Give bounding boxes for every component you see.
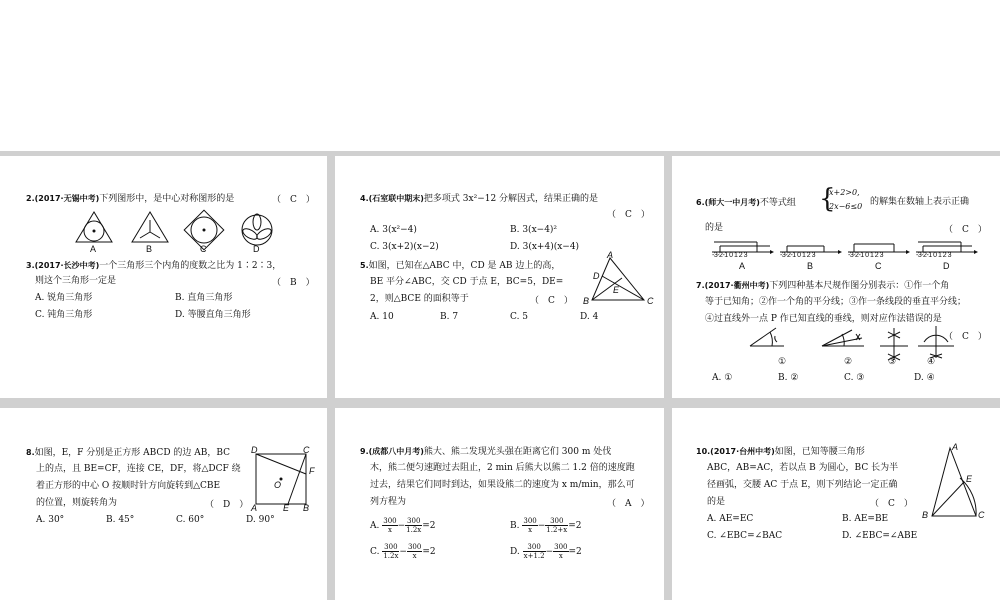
q6-label-b: B bbox=[807, 261, 814, 271]
q5-stem-line3: 2，则△BCE 的面积等于 bbox=[370, 294, 469, 304]
q5-option-a: A. 10 bbox=[370, 312, 394, 322]
q3-stem-line2: 则这个三角形一定是 bbox=[35, 276, 117, 286]
q10-option-a: A. AE=EC bbox=[707, 514, 754, 524]
q5-answer: （ C ） bbox=[530, 296, 573, 306]
q9-option-c: C. $\frac{300}{1.2x}$ − $\frac{300}{x}$ =2 bbox=[370, 543, 436, 560]
q6-ticks-d: -3-2-1 0 1 2 3 bbox=[916, 252, 952, 259]
q8-option-c: C. 60° bbox=[176, 515, 205, 525]
q7-option-c: C. ③ bbox=[844, 373, 865, 383]
q9-answer: （ A ） bbox=[607, 499, 650, 509]
q8-label-b: B bbox=[303, 503, 310, 513]
q8-label-e: E bbox=[283, 503, 290, 513]
q5-stem-line1: 5.如图，已知在△ABC 中，CD 是 AB 边上的高， bbox=[360, 261, 561, 271]
slide-panel-q6-q7 bbox=[672, 156, 1000, 398]
q5-label-b: B bbox=[583, 296, 590, 306]
slide-panel-q10 bbox=[672, 408, 1000, 600]
q6-system-line2: 2x−6≤0 bbox=[829, 202, 863, 211]
q8-option-a: A. 30° bbox=[36, 515, 65, 525]
q5-option-d: D. 4 bbox=[580, 312, 599, 322]
q2-figure-b bbox=[132, 212, 168, 242]
q7-mark-2: ② bbox=[844, 356, 853, 366]
q6-ticks-b: -3-2-1 0 1 2 3 bbox=[780, 252, 816, 259]
q7-option-b: B. ② bbox=[778, 373, 799, 383]
q4-option-c: C. 3(x+2)(x−2) bbox=[370, 242, 439, 252]
q10-stem-line2: ABC，AB=AC，若以点 B 为圆心，BC 长为半 bbox=[707, 463, 899, 473]
q10-option-b: B. AE=BE bbox=[842, 514, 889, 524]
q2-label-d: D bbox=[253, 244, 260, 254]
q9-option-a: A. $\frac{300}{x}$ − $\frac{300}{1.2x}$ =2 bbox=[370, 517, 436, 534]
slide-panel-q9 bbox=[335, 408, 664, 600]
q7-option-a: A. ① bbox=[712, 373, 733, 383]
q9-option-d: D. $\frac{300}{x+1.2}$ − $\frac{300}{x}$ =2 bbox=[510, 543, 582, 560]
q2-answer: （ C ） bbox=[272, 195, 315, 205]
q8-label-o: O bbox=[274, 480, 282, 490]
q7-stem-line3: ④过直线外一点 P 作已知直线的垂线，则对应作法错误的是 bbox=[705, 314, 942, 324]
q9-stem-line2: 木，熊二便匀速跑过去阻止，2 min 后熊大以熊二 1.2 倍的速度跑 bbox=[370, 463, 635, 473]
q8-label-f: F bbox=[309, 466, 315, 476]
q10-label-e: E bbox=[966, 474, 973, 484]
q6-stem-line1: 6.(师大一中月考)不等式组 bbox=[696, 198, 796, 208]
q5-label-d: D bbox=[593, 271, 600, 281]
q8-label-d: D bbox=[251, 445, 258, 455]
q10-stem-line3: 径画弧，交腰 AC 于点 E，则下列结论一定正确 bbox=[707, 480, 898, 490]
q10-answer: （ C ） bbox=[870, 499, 913, 509]
q5-label-e: E bbox=[613, 285, 620, 295]
q10-option-c: C. ∠EBC=∠BAC bbox=[707, 531, 783, 541]
q7-answer: （ C ） bbox=[944, 332, 987, 342]
q7-mark-3: ③ bbox=[888, 356, 897, 366]
q3-option-b: B. 直角三角形 bbox=[175, 293, 233, 303]
q6-ticks-c: -3-2-1 0 1 2 3 bbox=[848, 252, 884, 259]
q10-isosceles-figure bbox=[920, 444, 1000, 524]
q8-stem-line3: 着正方形的中心 O 按顺时针方向旋转到△CBE bbox=[36, 481, 221, 491]
q10-label-c: C bbox=[978, 510, 985, 520]
q6-stem-line3: 的是 bbox=[705, 223, 724, 233]
q3-option-d: D. 等腰直角三角形 bbox=[175, 310, 251, 320]
q5-option-c: C. 5 bbox=[510, 312, 529, 322]
q10-label-a: A bbox=[952, 442, 959, 452]
q9-stem-line1: 9.(成都八中月考)熊大、熊二发现光头强在距离它们 300 m 处伐 bbox=[360, 447, 612, 457]
q7-figure-1 bbox=[750, 328, 784, 346]
q2-figure-d bbox=[241, 214, 273, 245]
q6-answer: （ C ） bbox=[944, 225, 987, 235]
q3-answer: （ B ） bbox=[272, 278, 315, 288]
q4-answer: （ C ） bbox=[607, 210, 650, 220]
q7-mark-1: ① bbox=[778, 356, 787, 366]
q10-stem-line4: 的是 bbox=[707, 497, 726, 507]
q7-option-d: D. ④ bbox=[914, 373, 935, 383]
q4-stem: 4.(石室联中期末)把多项式 3x²−12 分解因式，结果正确的是 bbox=[360, 194, 599, 204]
q5-label-c: C bbox=[647, 296, 654, 306]
q9-stem-line3: 过去，结果它们同时到达，如果设熊二的速度为 x m/min，那么可 bbox=[370, 480, 635, 490]
slide-panel-q8 bbox=[0, 408, 327, 600]
q6-brace: { bbox=[819, 184, 836, 214]
q8-answer: （ D ） bbox=[205, 500, 249, 510]
q8-label-c: C bbox=[303, 445, 310, 455]
slide-panel-q2-q3 bbox=[0, 156, 327, 398]
q2-label-c: C bbox=[200, 244, 207, 254]
q8-stem-line2: 上的点，且 BE=CF，连接 CE，DF，将△DCF 绕 bbox=[36, 464, 241, 474]
q2-stem: 2.(2017·无锡中考)下列图形中，是中心对称图形的是 bbox=[26, 194, 235, 204]
q10-stem-line1: 10.(2017·台州中考)如图，已知等腰三角形 bbox=[696, 447, 865, 457]
slide-panel-q4-q5 bbox=[335, 156, 664, 398]
q9-stem-line4: 列方程为 bbox=[370, 497, 407, 507]
q7-construction-figures bbox=[672, 324, 1000, 364]
q4-option-a: A. 3(x²−4) bbox=[370, 225, 417, 235]
q3-stem-line1: 3.(2017·长沙中考)一个三角形三个内角的度数之比为 1∶2∶3， bbox=[26, 261, 282, 271]
q8-option-b: B. 45° bbox=[106, 515, 135, 525]
q7-stem-line2: 等于已知角；②作一个角的平分线；③作一条线段的垂直平分线； bbox=[705, 297, 967, 307]
q6-label-d: D bbox=[943, 261, 950, 271]
q10-option-d: D. ∠EBC=∠ABE bbox=[842, 531, 918, 541]
q4-option-b: B. 3(x−4)² bbox=[510, 225, 558, 235]
q2-label-b: B bbox=[146, 244, 153, 254]
q2-label-a: A bbox=[90, 244, 97, 254]
q7-stem-line1: 7.(2017·衢州中考)下列四种基本尺规作图分别表示：①作一个角 bbox=[696, 281, 950, 291]
q5-stem-line2: BE 平分∠ABC，交 CD 于点 E，BC=5，DE= bbox=[370, 277, 564, 287]
q7-figure-2 bbox=[822, 330, 864, 346]
q5-label-a: A bbox=[607, 250, 614, 260]
q6-label-c: C bbox=[875, 261, 882, 271]
q8-label-a: A bbox=[251, 503, 258, 513]
q6-system-line1: x+2>0, bbox=[829, 188, 860, 197]
q2-figure-a bbox=[76, 212, 112, 242]
q9-option-b: B. $\frac{300}{x}$ − $\frac{300}{1.2+x}$ =2 bbox=[510, 517, 582, 534]
q6-stem-line2: 的解集在数轴上表示正确 bbox=[870, 197, 970, 207]
q10-label-b: B bbox=[922, 510, 929, 520]
q6-label-a: A bbox=[739, 261, 746, 271]
q4-option-d: D. 3(x+4)(x−4) bbox=[510, 242, 580, 252]
q7-figure-4 bbox=[918, 326, 954, 358]
q6-ticks-a: -3-2-1 0 1 2 3 bbox=[712, 252, 748, 259]
q8-option-d: D. 90° bbox=[246, 515, 275, 525]
q3-option-c: C. 钝角三角形 bbox=[35, 310, 93, 320]
q8-stem-line4: 的位置，则旋转角为 bbox=[36, 498, 118, 508]
q5-option-b: B. 7 bbox=[440, 312, 459, 322]
q7-mark-4: ④ bbox=[927, 356, 936, 366]
q3-option-a: A. 锐角三角形 bbox=[35, 293, 93, 303]
q8-stem-line1: 8.如图，E，F 分别是正方形 ABCD 的边 AB，BC bbox=[26, 448, 231, 458]
